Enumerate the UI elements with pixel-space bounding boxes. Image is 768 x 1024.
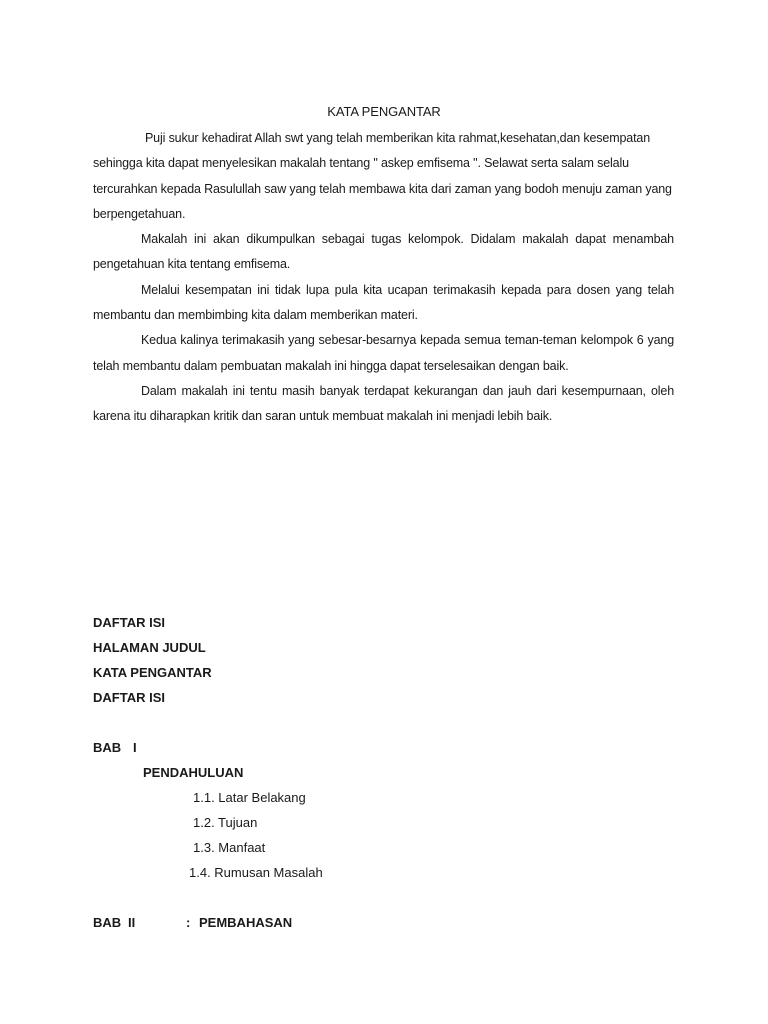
bab-1-item: 1.1. Latar Belakang [193, 790, 306, 805]
preface-paragraph: Dalam makalah ini tentu masih banyak terdapat kekurangan dan jauh dari kesempurnaan, oleh karena itu diharapkan kritik dan saran untuk membuat makalah ini menjadi lebih baik. [93, 383, 674, 424]
preface-paragraph: Kedua kalinya terimakasih yang sebesar-besarnya kepada semua teman-teman kelompok 6 yang telah membantu dalam pembuatan makalah ini hingga dapat terselesaikan dengan baik. [93, 333, 674, 373]
preface-title: KATA PENGANTAR [327, 104, 441, 119]
bab-1-item: 1.4. Rumusan Masalah [189, 865, 323, 880]
toc-heading: DAFTAR ISI [93, 615, 165, 630]
bab-1-label: BAB [93, 740, 122, 755]
preface-paragraph: Puji sukur kehadirat Allah swt yang telah memberikan kita rahmat,kesehatan,dan kesempatan sehingga kita dapat menyelesikan makalah tentang " askep emfisema ". Selawat serta salam selalu tercurahkan kepada Rasulullah saw yang telah membawa kita dari zaman yang bodoh menuju zaman yang berpengetahuan. [93, 131, 672, 221]
bab-2-label: BAB [93, 915, 122, 930]
preface-paragraph: Melalui kesempatan ini tidak lupa pula kita ucapan terimakasih kepada para dosen yang telah membantu dan membimbing kita dalam memberikan materi. [93, 282, 674, 323]
toc-entry-halaman-judul: HALAMAN JUDUL [93, 640, 206, 655]
preface-body [93, 126, 674, 430]
bab-2-separator: : [186, 915, 191, 930]
toc-entry-daftar-isi: DAFTAR ISI [93, 690, 165, 705]
bab-1-title: PENDAHULUAN [143, 765, 244, 780]
bab-2-title: PEMBAHASAN [199, 915, 293, 930]
bab-1-item: 1.2. Tujuan [193, 815, 258, 830]
bab-1-number: I [133, 740, 137, 755]
bab-2-number: II [128, 915, 136, 930]
toc-entry-kata-pengantar: KATA PENGANTAR [93, 665, 212, 680]
bab-1-item: 1.3. Manfaat [193, 840, 266, 855]
preface-paragraph: Makalah ini akan dikumpulkan sebagai tugas kelompok. Didalam makalah dapat menambah pengetahuan kita tentang emfisema. [93, 232, 674, 272]
